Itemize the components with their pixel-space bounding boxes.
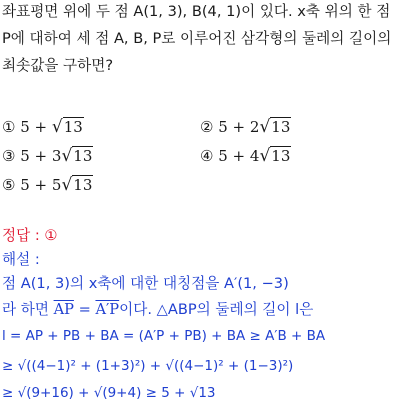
radicand: 13 [63,118,83,136]
explanation-step-5: ≥ √(9+16) + √(9+4) ≥ 5 + √13 [2,385,216,401]
radicand: 13 [73,147,93,165]
radicand: 13 [271,147,291,165]
segment-ap: $\overline{AP}$ [53,301,74,318]
choice-text: 5 + 3 [20,147,62,165]
sqrt-expression: √13 [61,175,93,195]
equals-sign: = [73,301,96,318]
choice-2[interactable] [200,116,291,138]
explanation-title: 해설 : [2,251,40,268]
sqrt-expression: √13 [259,117,291,137]
choice-mark: ④ [200,147,214,165]
segment-a-prime-p: A′P [95,301,120,318]
step-2-suffix: 이다. △ABP의 둘레의 길이 l은 [119,301,314,318]
choice-mark: ⑤ [2,176,16,194]
choice-mark: ③ [2,147,16,165]
choice-text: 5 + 5 [20,176,62,194]
question-line-3: 최솟값을 구하면? [2,57,114,74]
choice-mark: ① [2,118,16,136]
choice-5[interactable] [2,174,93,196]
question-line-1: 좌표평면 위에 두 점 A(1, 3), B(4, 1)이 있다. x축 위의 한 점 [2,3,391,20]
choice-3[interactable] [2,145,93,167]
explanation-step-2 [2,300,313,320]
choice-4[interactable] [200,145,291,167]
choice-text: 5 + [20,118,52,136]
radicand: 13 [73,176,93,194]
explanation-step-4: ≥ √((4−1)² + (1+3)²) + √((4−1)² + (1−3)²) [2,358,294,374]
choice-1[interactable] [2,116,84,138]
choice-mark: ② [200,118,214,136]
explanation-step-3: l = AP + PB + BA = (A′P + PB) + BA ≥ A′B + BA [2,328,326,344]
sqrt-expression: √13 [259,146,291,166]
answer-label: 정답 : ① [2,227,58,244]
step-2-prefix: 라 하면 [2,301,54,318]
question-line-2: P에 대하여 세 점 A, B, P로 이루어진 삼각형의 둘레의 길이의 [2,30,392,47]
choice-text: 5 + 4 [218,147,260,165]
radicand: 13 [271,118,291,136]
choice-text: 5 + 2 [218,118,260,136]
explanation-step-1: 점 A(1, 3)의 x축에 대한 대칭점을 A′(1, −3) [2,275,289,292]
sqrt-expression: √13 [51,117,83,137]
sqrt-expression: √13 [61,146,93,166]
